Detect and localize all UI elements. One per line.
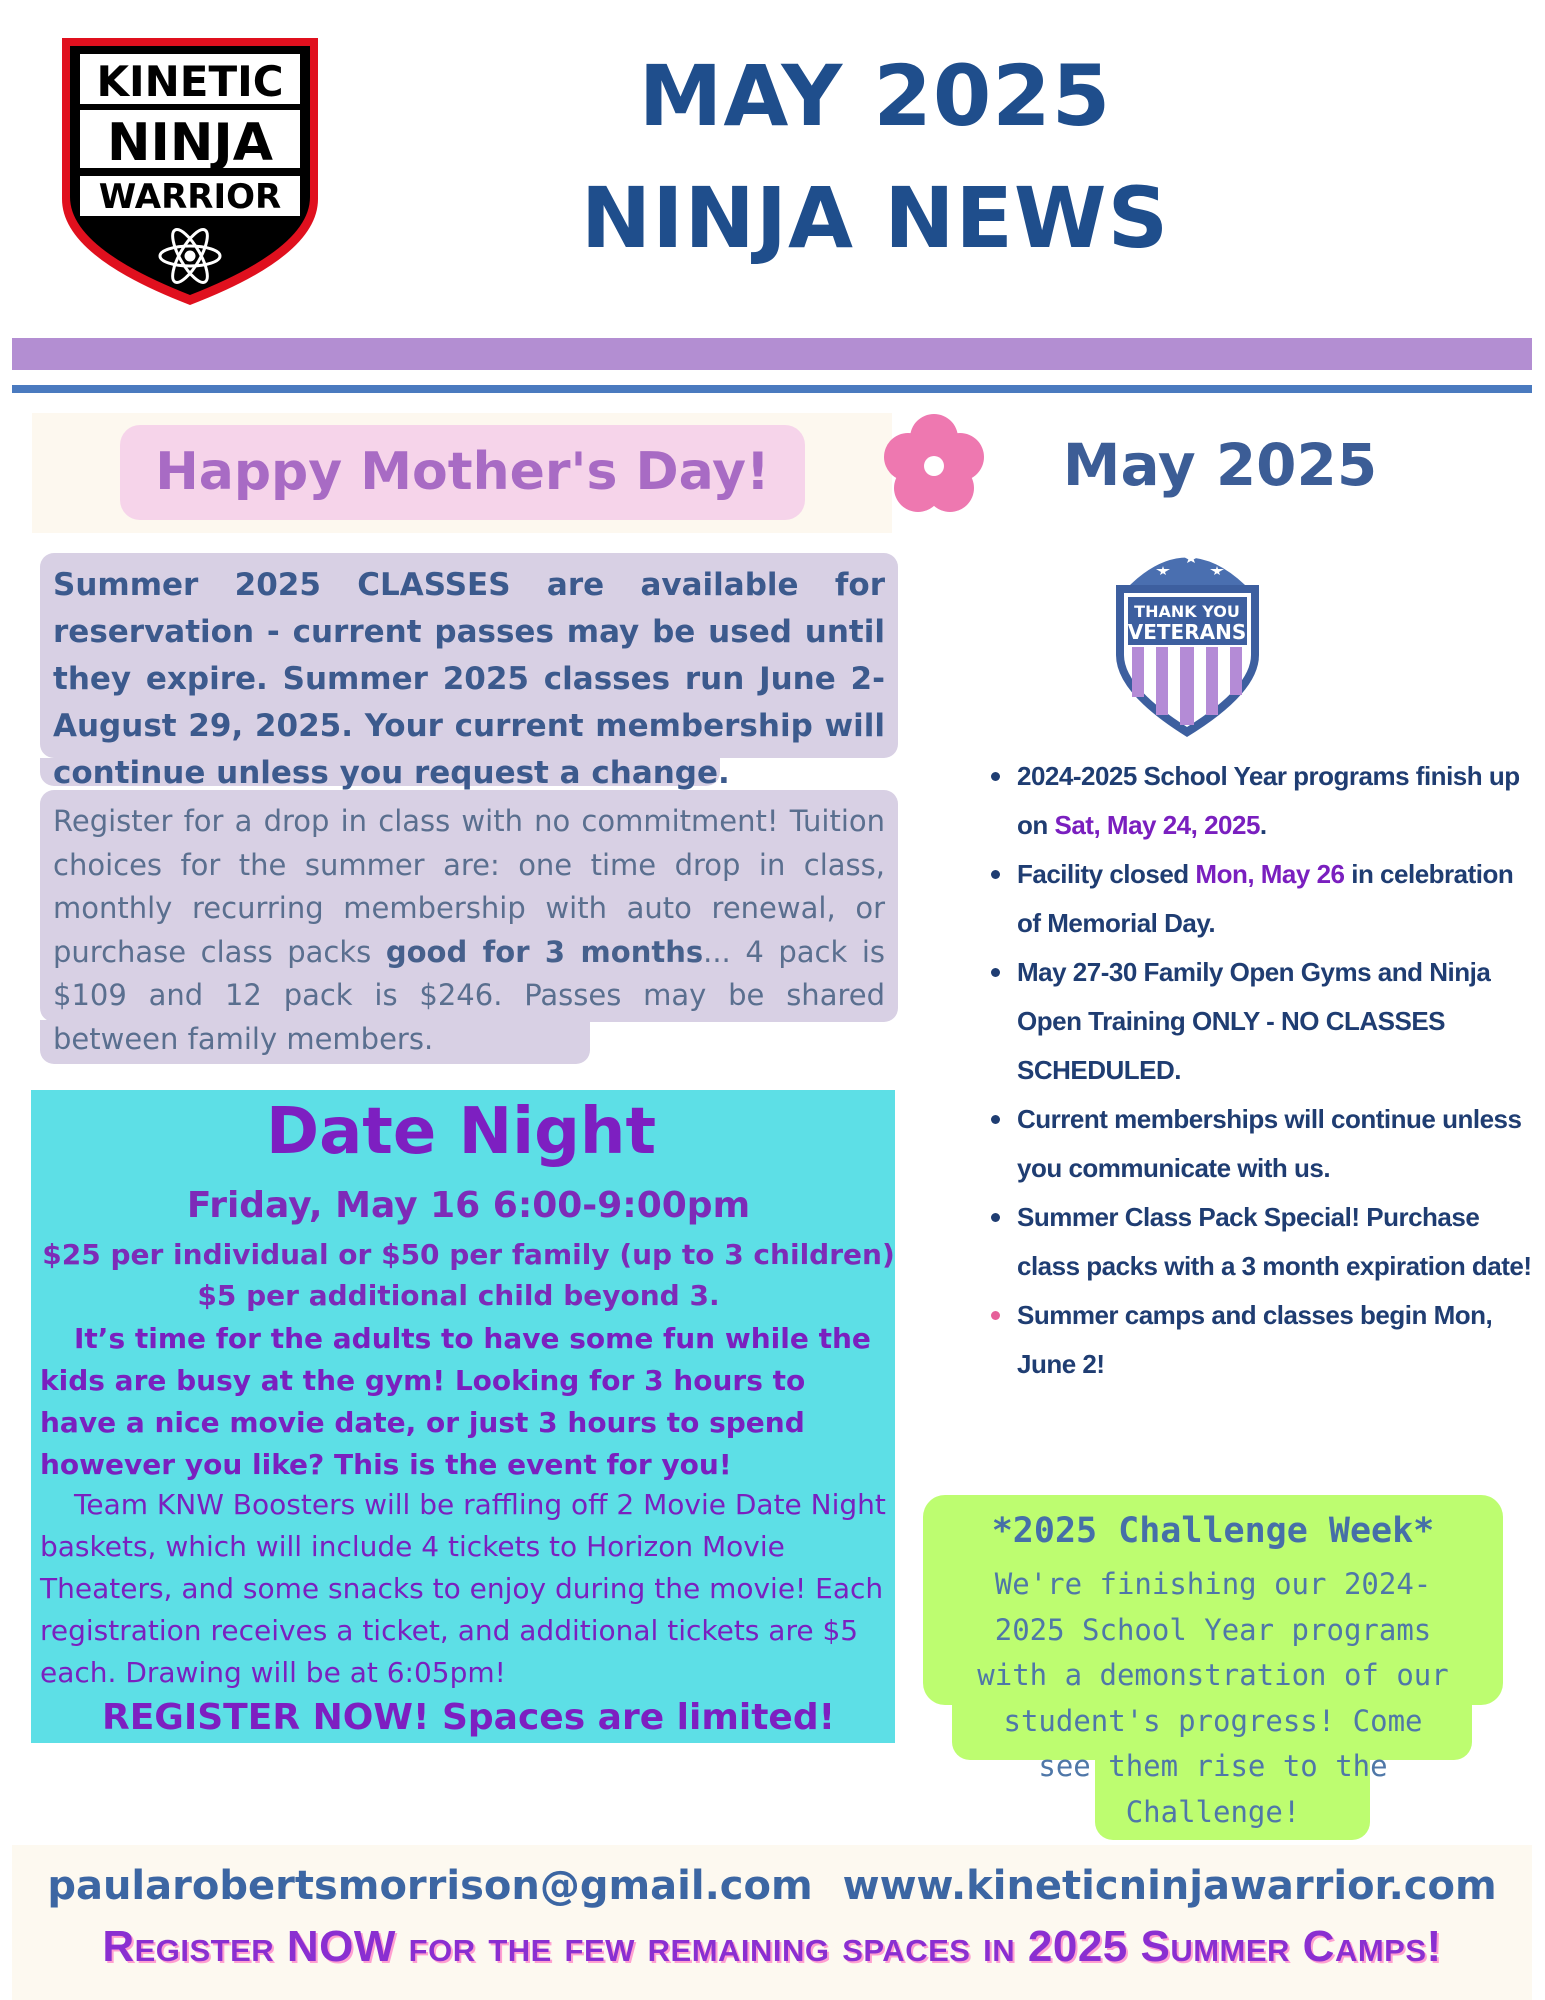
list-item: Facility closed Mon, May 26 in celebration of Memorial Day.: [1017, 850, 1537, 948]
list-item: Summer Class Pack Special! Purchase class packs with a 3 month expiration date!: [1017, 1193, 1537, 1291]
flower-icon: [878, 410, 990, 522]
list-item: Current memberships will continue unless you communicate with us.: [1017, 1095, 1537, 1193]
challenge-line: see them rise to the: [1038, 1749, 1388, 1783]
date-night-description: [40, 1318, 890, 1486]
date-night-extra-child-price: $5 per additional child beyond 3.: [197, 1279, 720, 1312]
date-night-raffle-text: Team KNW Boosters will be raffling off 2 Movie Date Night baskets, which will include 4 tickets to Horizon Movie Theaters, and some snacks to enjoy during the movie! Each registration receives a ticket, and additional tickets are $5 each. Drawing will be at 6:05pm!: [40, 1488, 886, 1689]
date-night-raffle: [40, 1484, 890, 1694]
kinetic-ninja-warrior-logo: [58, 34, 322, 309]
website-link[interactable]: www.kineticninjawarrior.com: [842, 1863, 1497, 1909]
date-night-title: Date Night: [265, 1095, 657, 1169]
date-night-price: $25 per individual or $50 per family (up to 3 children): [42, 1238, 895, 1271]
logo-text-ninja: NINJA: [107, 113, 273, 173]
thank-you-veterans-badge: [1110, 535, 1265, 740]
date-night-description-text: It’s time for the adults to have some fun while the kids are busy at the gym! Looking for 3 hours to have a nice movie date, or just 3 hours to spend however you like? This is the event for you!: [40, 1322, 871, 1481]
mothers-day-label: Happy Mother's Day!: [120, 425, 805, 520]
highlight-date: Sat, May 24, 2025: [1054, 810, 1260, 840]
badge-text-thank-you: THANK YOU: [1134, 602, 1240, 621]
summer-tuition-details: [53, 800, 885, 1061]
calendar-heading: May 2025: [1062, 431, 1378, 499]
purple-divider: [12, 338, 1532, 370]
challenge-week-title: *2025 Challenge Week*: [991, 1511, 1435, 1551]
logo-text-warrior: WARRIOR: [98, 177, 282, 217]
challenge-line: with a demonstration of our: [977, 1658, 1449, 1692]
contact-email-link[interactable]: paularobertsmorrison@gmail.com: [47, 1863, 813, 1909]
challenge-line: student's progress! Come: [1003, 1703, 1423, 1738]
challenge-week-body: [923, 1562, 1503, 1835]
date-night-date: Friday, May 16 6:00-9:00pm: [186, 1185, 751, 1226]
challenge-line: 2025 School Year programs: [994, 1612, 1432, 1647]
date-night-register-cta: REGISTER NOW! Spaces are limited!: [101, 1697, 836, 1738]
list-item: May 27-30 Family Open Gyms and Ninja Open Training ONLY - NO CLASSES SCHEDULED.: [1017, 948, 1537, 1095]
badge-text-veterans: VETERANS: [1127, 620, 1247, 644]
logo-text-kinetic: KINETIC: [96, 57, 284, 106]
summer-classes-announcement: Summer 2025 CLASSES are available for reservation - current passes may be used until they expire. Summer 2025 classes run June 2-August 29, 2025. Your current membership will continue unless you request a change.: [53, 567, 885, 791]
newsletter-title-month: MAY 2025: [638, 47, 1112, 145]
list-item: Summer camps and classes begin Mon, June 2!: [1017, 1291, 1537, 1389]
challenge-line: We're finishing our 2024-: [994, 1567, 1432, 1601]
tuition-text-end: ... 4 pack is $109 and 12 pack is $246. Passes may be shared between family members.: [53, 934, 886, 1056]
highlight-date: Mon, May 26: [1195, 859, 1345, 889]
footer-register-cta: Register NOW for the few remaining spaces in 2025 Summer Camps!: [102, 1922, 1442, 1971]
blue-divider: [12, 385, 1532, 393]
calendar-bullet-list: [985, 752, 1537, 1389]
tuition-text-bold: good for 3 months: [385, 934, 704, 969]
list-item: 2024-2025 School Year programs finish up on Sat, May 24, 2025.: [1017, 752, 1537, 850]
tuition-text: Register for a drop in class with no commitment! Tuition choices for the summer are: one time drop in class, monthly recurring membership with auto renewal, or purchase class packs: [53, 804, 885, 969]
challenge-line: Challenge!: [1125, 1794, 1301, 1829]
newsletter-title-news: NINJA NEWS: [580, 169, 1170, 267]
footer-contact: [12, 1858, 1532, 1914]
